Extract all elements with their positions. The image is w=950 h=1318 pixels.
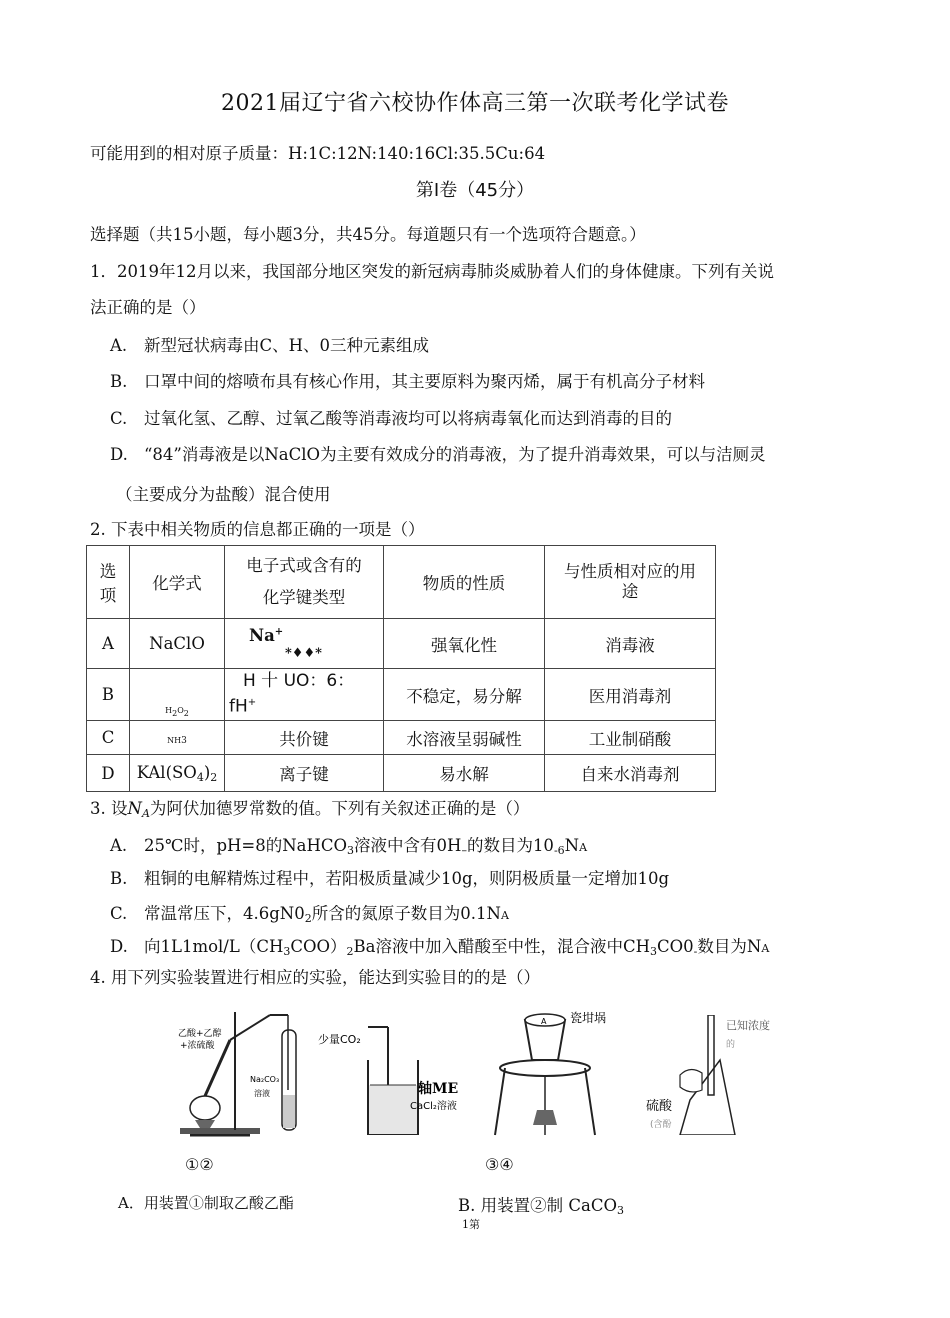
header-bond-type: 电子式或含有的 化学键类型 [225,546,384,619]
q1-option-d: D. “84”消毒液是以NaClO为主要有效成分的消毒液，为了提升消毒效果，可以与洁厕灵 [110,445,766,464]
row-a-property: 强氧化性 [384,619,545,669]
fig4-label-indicator: (含酚 [650,1120,672,1130]
apparatus-esterification [160,1000,310,1140]
row-d-property: 易水解 [384,755,545,792]
row-a-electron-formula: Na+ *♦♦* [225,619,384,669]
row-d-bond-type: 离子键 [225,755,384,792]
figure-numbers-left: ①② [185,1155,214,1174]
q2-stem: 2. 下表中相关物质的信息都正确的一项是（） [90,520,425,539]
q3-option-a: A. 25℃时，pH=8的NaHCO$_3$溶液中含有$0H_-$的数目为$10_{-6}NA$ [110,836,588,857]
figure-numbers-right: ③④ [485,1155,514,1174]
row-a-use: 消毒液 [545,619,716,669]
q2-table [86,545,716,792]
q3-option-c: C. 常温常压下，$4.6gN0_2$所含的氮原子数目为0.1NA [110,904,509,925]
row-a-option: A [87,619,130,669]
fig2-label-cacl2: CaCl₂溶液 [410,1101,457,1112]
table-row [87,755,716,792]
apparatus-co2-cacl2 [318,1015,478,1135]
row-d-formula: $KAl(SO_4)_2$ [130,755,225,792]
q1-stem-line2: 法正确的是（） [90,298,206,317]
q4-stem: 4. 用下列实验装置进行相应的实验，能达到实验目的的是（） [90,968,540,987]
fig4-label-acid: 硫酸 [646,1099,673,1114]
fig1-label-acid: +浓硫酸 [180,1041,215,1051]
table-row [87,721,716,755]
row-a-formula: NaClO [130,619,225,669]
fig1-label-solution: 溶液 [254,1089,270,1098]
table-header-row [87,546,716,619]
apparatus-crucible [490,1000,640,1140]
row-c-use: 工业制硝酸 [545,721,716,755]
svg-text:A: A [541,1017,547,1026]
fig4-label-concentration: 已知浓度 [726,1019,770,1032]
row-c-bond-type: 共价键 [225,721,384,755]
table-row [87,669,716,721]
exam-title: 2021届辽宁省六校协作体高三第一次联考化学试卷 [221,91,729,116]
header-use: 与性质相对应的用 途 [545,546,716,619]
fig2-label-me: 轴ME [418,1081,459,1097]
section-intro: 选择题（共15小题，每小题3分，共45分。每道题只有一个选项符合题意。） [90,225,646,244]
q3-stem: 3. 设$N_A$为阿伏加德罗常数的值。下列有关叙述正确的是（） [90,799,530,820]
q1-option-b: B. 口罩中间的熔喷布具有核心作用，其主要原料为聚丙烯，属于有机高分子材料 [110,372,705,391]
q3-option-d: D. 向$1L1mol/L(CH_3COO)_2Ba$溶液中加入醋酸至中性，混合液中$CH_3CO0_-$数目为NA [110,937,770,958]
fig4-label-of: 的 [726,1040,736,1050]
page-footer: 1第 [462,1218,480,1231]
q4-option-b: B. 用装置②制 CaCO$_3$ [458,1196,624,1217]
row-b-option: B [87,669,130,721]
q4-option-a: A．用装置①制取乙酸乙酯 [118,1194,294,1212]
row-c-property: 水溶液呈弱碱性 [384,721,545,755]
q3-option-b: B. 粗铜的电解精炼过程中，若阳极质量减少10g，则阴极质量一定增加10g [110,869,670,888]
fig3-label-crucible: 瓷坩埚 [570,1011,607,1025]
row-d-option: D [87,755,130,792]
header-formula: 化学式 [130,546,225,619]
section-title: 第Ⅰ卷（45分） [415,180,535,201]
row-b-formula: $H_2O_2$ [130,669,225,721]
q1-stem-line1: 1．2019年12月以来，我国部分地区突发的新冠病毒肺炎威胁着人们的身体健康。下列有关说 [90,262,774,281]
atomic-masses-note: 可能用到的相对原子质量：H:1C:12N:140:16Cl:35.5Cu:64 [90,144,546,163]
table-row [87,619,716,669]
q1-option-d-continued: （主要成分为盐酸）混合使用 [116,485,331,504]
header-option: 选 项 [87,546,130,619]
fig2-label-co2: 少量CO₂ [318,1033,361,1046]
row-b-use: 医用消毒剂 [545,669,716,721]
q1-option-c: C. 过氧化氢、乙醇、过氧乙酸等消毒液均可以将病毒氧化而达到消毒的目的 [110,409,672,428]
row-b-electron-formula: H 十 UO：6： fH+ [225,669,384,721]
row-d-use: 自来水消毒剂 [545,755,716,792]
fig1-label-reagents: 乙酸+乙醇 [178,1029,222,1039]
fig1-label-na2co3: Na₂CO₃ [250,1075,280,1084]
row-b-property: 不稳定，易分解 [384,669,545,721]
row-c-option: C [87,721,130,755]
q1-option-a: A. 新型冠状病毒由C、H、0三种元素组成 [110,336,430,355]
row-c-formula: NH3 [130,721,225,755]
header-property: 物质的性质 [384,546,545,619]
apparatus-titration [640,1015,790,1135]
